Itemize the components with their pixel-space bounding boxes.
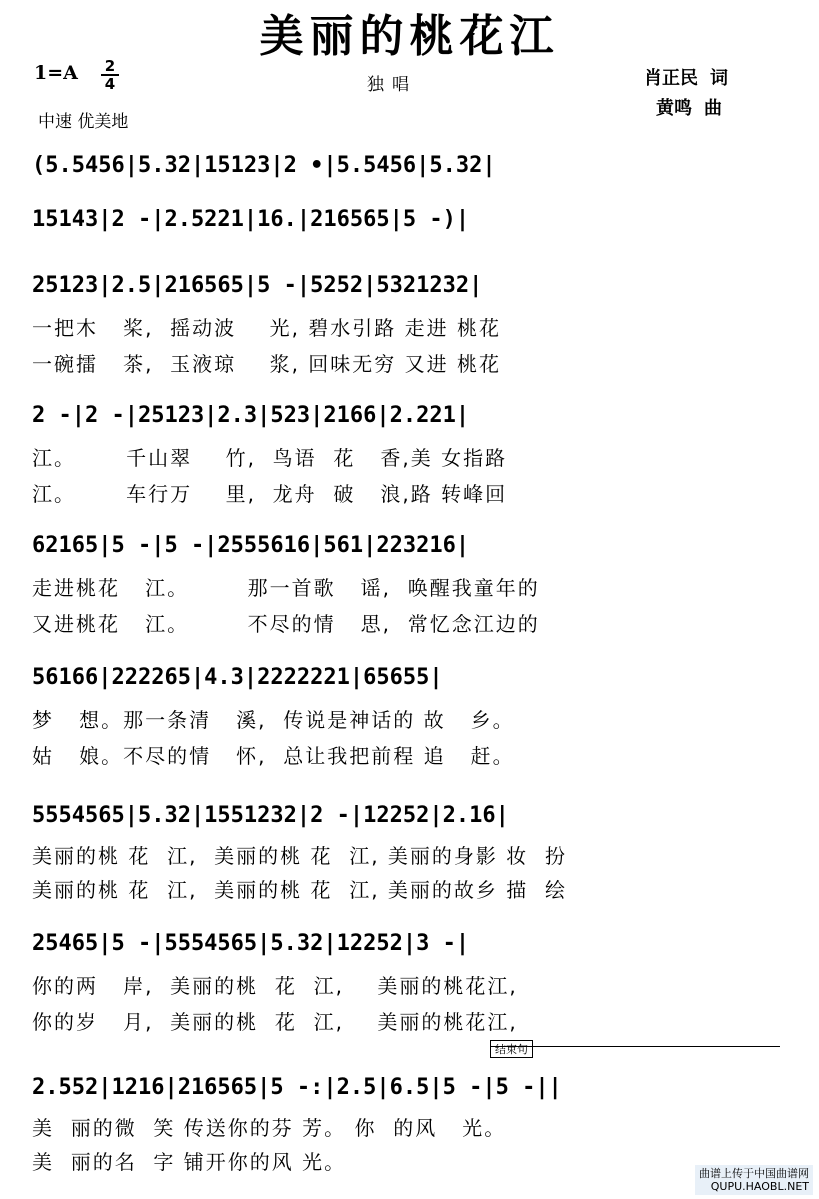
watermark-line-1: 曲谱上传于中国曲谱网 — [699, 1167, 809, 1180]
lyric-verse-2: 江。 车行万 里, 龙舟 破 浪,路 转峰回 — [32, 482, 508, 506]
composer-role: 曲 — [704, 98, 722, 119]
notation-line: 62165|5 -|5 -|2555616|561|223216| — [32, 533, 470, 558]
watermark-line-2: QUPU.HAOBL.NET — [710, 1180, 809, 1193]
lyricist-name: 肖正民 — [644, 68, 698, 89]
lyricist-role: 词 — [710, 68, 728, 89]
composer-credit — [656, 94, 722, 120]
notation-line: 25123|2.5|216565|5 -|5252|5321232| — [32, 273, 483, 298]
tempo-marking: 中速 优美地 — [38, 112, 129, 132]
composer-name: 黄鸣 — [656, 98, 692, 119]
lyric-verse-1: 美 丽的微 笑 传送你的芬 芳。 你 的风 光。 — [32, 1116, 507, 1140]
lyric-verse-1: 你的两 岸, 美丽的桃 花 江, 美丽的桃花江, — [32, 974, 518, 998]
lyric-verse-2: 你的岁 月, 美丽的桃 花 江, 美丽的桃花江, — [32, 1010, 518, 1034]
lyric-verse-2: 一碗擂 茶, 玉液琼 浆, 回味无穷 又进 桃花 — [32, 352, 502, 376]
lyric-verse-1: 一把木 桨, 摇动波 光, 碧水引路 走进 桃花 — [32, 316, 502, 340]
key-signature: 1=A — [34, 62, 78, 84]
notation-line: (5.5456|5.32|15123|2 •|5.5456|5.32| — [32, 153, 496, 178]
notation-line: 2 -|2 -|25123|2.3|523|2166|2.221| — [32, 403, 470, 428]
notation-line: 56166|222265|4.3|2222221|65655| — [32, 665, 443, 690]
site-watermark — [695, 1165, 813, 1195]
lyric-verse-2: 美丽的桃 花 江, 美丽的桃 花 江, 美丽的故乡 描 绘 — [32, 878, 568, 902]
time-signature — [101, 58, 119, 92]
performance-type: 独唱 — [367, 75, 417, 95]
lyric-verse-2: 姑 娘。不尽的情 怀, 总让我把前程 追 赶。 — [32, 744, 515, 768]
ending-label: 结束句 — [490, 1040, 533, 1058]
ending-bracket — [490, 1046, 780, 1047]
lyric-verse-2: 又进桃花 江。 不尽的情 思, 常忆念江边的 — [32, 612, 540, 636]
song-title: 美丽的桃花江 — [259, 11, 560, 62]
notation-line: 15143|2 -|2.5221|16.|216565|5 -)| — [32, 207, 470, 232]
lyricist-credit — [644, 64, 728, 90]
notation-line: 5554565|5.32|1551232|2 -|12252|2.16| — [32, 803, 509, 828]
meter-top: 2 — [104, 57, 116, 75]
notation-line: 2.552|1216|216565|5 -:|2.5|6.5|5 -|5 -|| — [32, 1075, 562, 1100]
meter-bottom: 4 — [104, 75, 116, 93]
lyric-verse-2: 美 丽的名 字 铺开你的风 光。 — [32, 1150, 347, 1174]
lyric-verse-1: 江。 千山翠 竹, 鸟语 花 香,美 女指路 — [32, 446, 508, 470]
notation-line: 25465|5 -|5554565|5.32|12252|3 -| — [32, 931, 470, 956]
lyric-verse-1: 梦 想。那一条清 溪, 传说是神话的 故 乡。 — [32, 708, 515, 732]
lyric-verse-1: 走进桃花 江。 那一首歌 谣, 唤醒我童年的 — [32, 576, 540, 600]
lyric-verse-1: 美丽的桃 花 江, 美丽的桃 花 江, 美丽的身影 妆 扮 — [32, 844, 568, 868]
